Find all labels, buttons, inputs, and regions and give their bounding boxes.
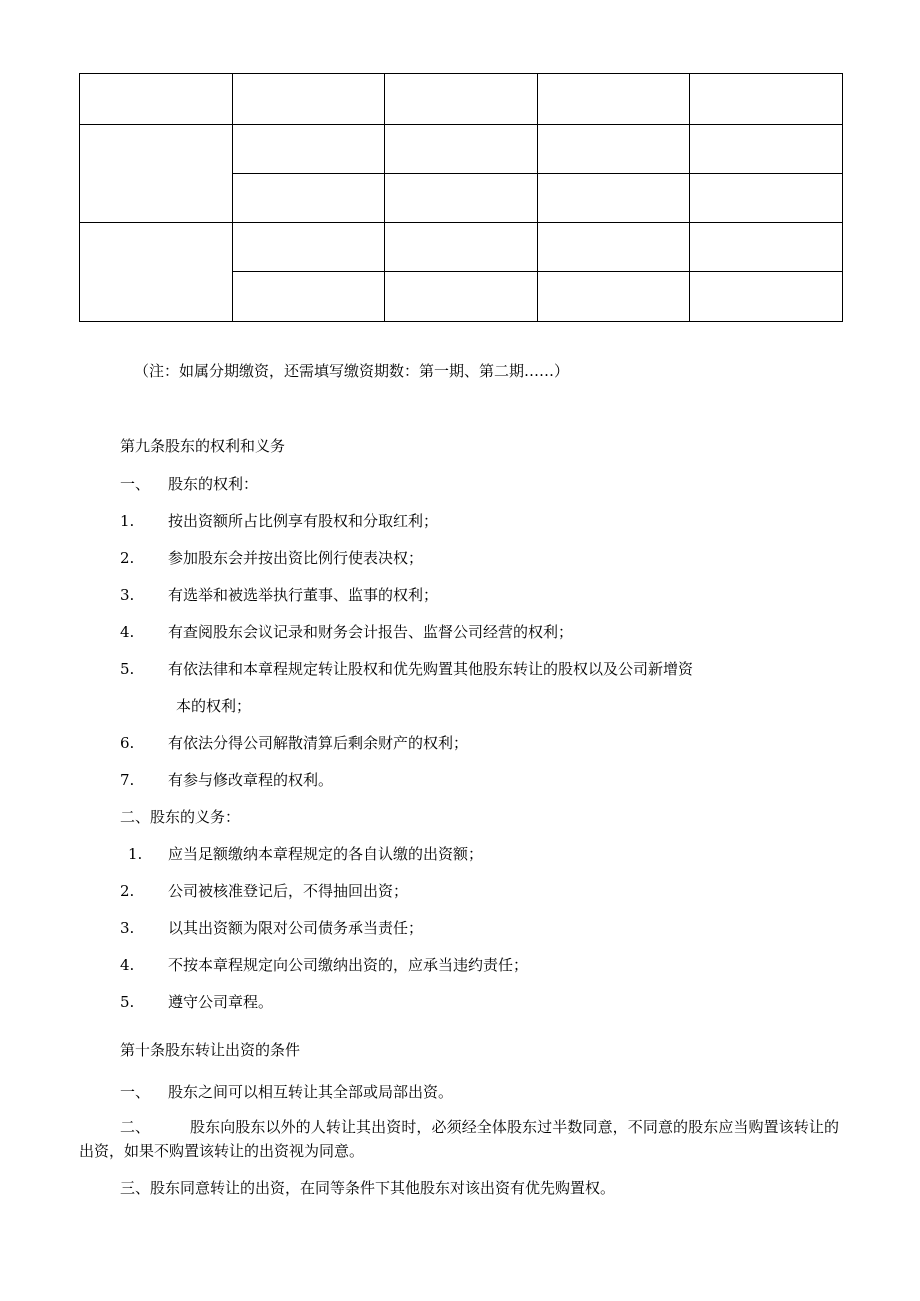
clause-2: 股东向股东以外的人转让其出资时，必须经全体股东过半数同意，不同意的股东应当购置该转让的出资，如果不购置该转让的出资视为同意。 [79, 1118, 839, 1160]
rights-item-2: 参加股东会并按出资比例行使表决权； [168, 549, 424, 567]
duties-item-1-number: 1. [128, 845, 143, 863]
table-cell [233, 223, 385, 272]
table-cell [538, 174, 690, 223]
rights-item-1-number: 1. [120, 512, 135, 530]
rights-item-5: 有依法律和本章程规定转让股权和优先购置其他股东转让的股权以及公司新增资 [168, 660, 694, 678]
article-10-title: 第十条股东转让出资的条件 [120, 1041, 301, 1059]
rights-item-3-number: 3. [120, 586, 135, 604]
rights-item-5-continuation: 本的权利； [176, 697, 252, 715]
table-cell [385, 223, 538, 272]
rights-item-3: 有选举和被选举执行董事、监事的权利； [168, 586, 439, 604]
rights-item-4: 有查阅股东会议记录和财务会计报告、监督公司经营的权利； [168, 623, 574, 641]
clause-2-number: 二、 [120, 1118, 151, 1136]
table-cell [538, 74, 690, 125]
table-row [80, 125, 843, 174]
table-cell [233, 174, 385, 223]
table-row [80, 223, 843, 272]
rights-item-5-number: 5. [120, 660, 135, 678]
table-cell [538, 223, 690, 272]
table-cell [233, 74, 385, 125]
clause-3: 三、股东同意转让的出资，在同等条件下其他股东对该出资有优先购置权。 [120, 1179, 616, 1197]
clause-1: 股东之间可以相互转让其全部或局部出资。 [168, 1083, 454, 1101]
table-cell [233, 272, 385, 322]
table-cell [538, 125, 690, 174]
table-cell [538, 272, 690, 322]
duties-item-3-number: 3. [120, 919, 135, 937]
table-cell [80, 125, 233, 223]
duties-item-5-number: 5. [120, 993, 135, 1011]
rights-item-1: 按出资额所占比例享有股权和分取红利； [168, 512, 439, 530]
duties-item-2: 公司被核准登记后，不得抽回出资； [168, 882, 409, 900]
rights-item-7-number: 7. [120, 771, 135, 789]
table-cell [690, 223, 843, 272]
table-cell [80, 223, 233, 322]
article-9-title: 第九条股东的权利和义务 [120, 437, 286, 455]
duties-item-5: 遵守公司章程。 [168, 993, 274, 1011]
installment-note: （注：如属分期缴资，还需填写缴资期数：第一期、第二期……） [134, 362, 570, 380]
rights-item-6: 有依法分得公司解散清算后剩余财产的权利； [168, 734, 469, 752]
duties-item-4: 不按本章程规定向公司缴纳出资的，应承当违约责任； [168, 956, 529, 974]
rights-heading: 股东的权利： [168, 475, 259, 493]
duties-heading: 二、股东的义务： [120, 808, 241, 826]
table-cell [690, 125, 843, 174]
duties-item-4-number: 4. [120, 956, 135, 974]
duties-item-3: 以其出资额为限对公司债务承当责任； [168, 919, 424, 937]
table-cell [385, 272, 538, 322]
table-row [80, 74, 843, 125]
duties-item-1: 应当足额缴纳本章程规定的各自认缴的出资额； [168, 845, 484, 863]
duties-item-2-number: 2. [120, 882, 135, 900]
table-cell [385, 74, 538, 125]
table-cell [690, 74, 843, 125]
table-cell [385, 125, 538, 174]
table-cell [690, 272, 843, 322]
clause-1-number: 一、 [120, 1083, 151, 1101]
rights-item-6-number: 6. [120, 734, 135, 752]
contribution-table [79, 73, 843, 322]
rights-item-2-number: 2. [120, 549, 135, 567]
table-cell [80, 74, 233, 125]
table-cell [233, 125, 385, 174]
table-cell [385, 174, 538, 223]
rights-item-7: 有参与修改章程的权利。 [168, 771, 334, 789]
rights-item-4-number: 4. [120, 623, 135, 641]
table-cell [690, 174, 843, 223]
rights-heading-number: 一、 [120, 475, 151, 493]
